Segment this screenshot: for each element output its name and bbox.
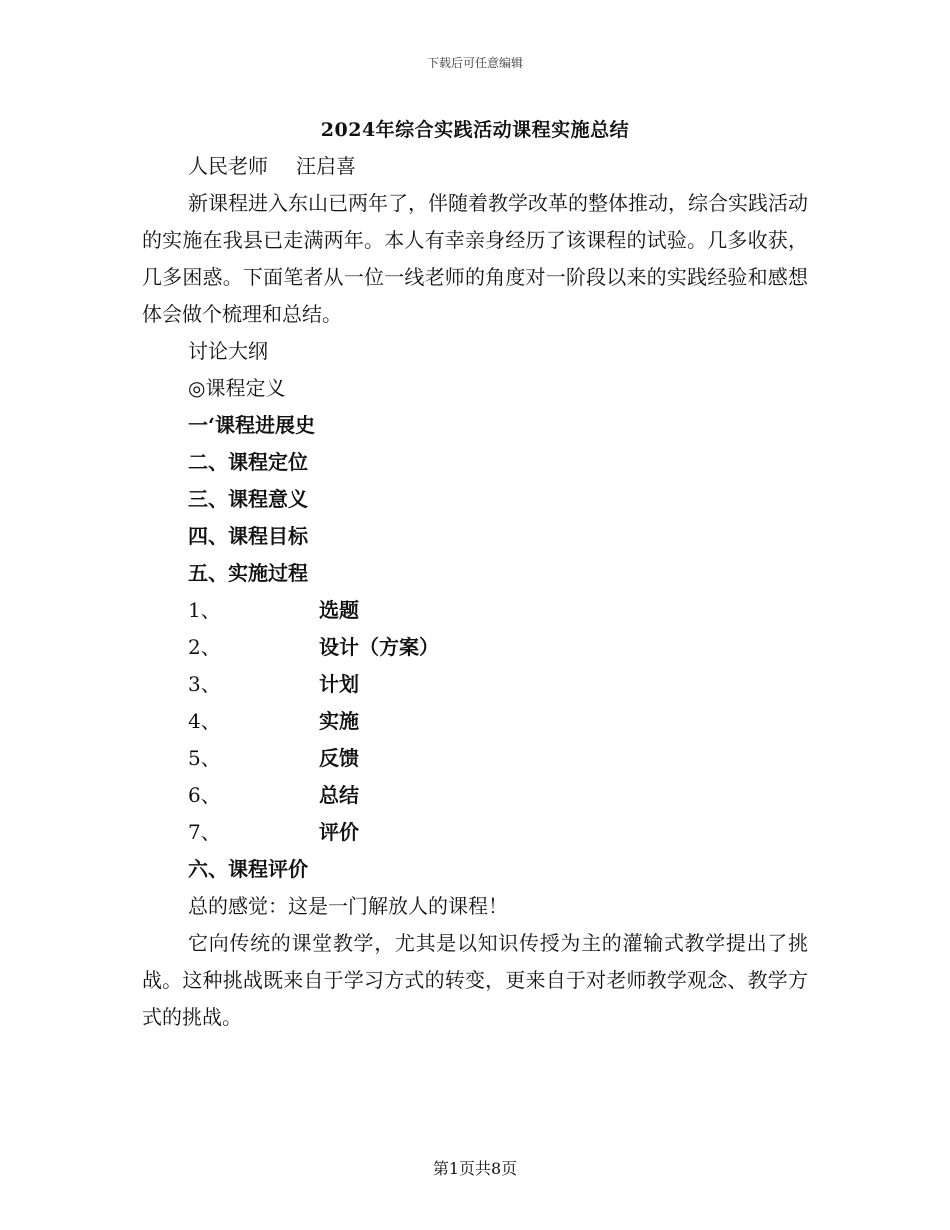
page-footer: 第1页共8页 [432, 1159, 518, 1178]
step-label: 反馈 [319, 746, 359, 770]
step-label: 计划 [319, 672, 359, 696]
step-item-7 [142, 814, 808, 851]
step-label: 评价 [319, 820, 359, 844]
intro-paragraph: 新课程进入东山已两年了，伴随着教学改革的整体推动，综合实践活动的实施在我县已走满两年。本人有幸亲身经历了该课程的试验。几多收获，几多困惑。下面笔者从一位一线老师的角度对一阶段以来的实践经验和感想体会做个梳理和总结。 [142, 191, 808, 326]
course-definition: ◎课程定义 [188, 376, 286, 400]
author-role: 人民老师 [188, 154, 268, 178]
section-heading-2: 二、课程定位 [188, 450, 308, 474]
author-name: 汪启喜 [296, 154, 356, 178]
section-heading-3: 三、课程意义 [188, 487, 308, 511]
step-label: 实施 [319, 709, 359, 733]
closing-paragraph: 它向传统的课堂教学，尤其是以知识传授为主的灌输式教学提出了挑战。这种挑战既来自于学习方式的转变，更来自于对老师教学观念、教学方式的挑战。 [142, 931, 808, 1029]
step-number: 7、 [188, 820, 221, 844]
step-label: 总结 [319, 783, 359, 807]
step-item-4 [142, 703, 808, 740]
step-number: 5、 [188, 746, 221, 770]
step-label: 选题 [319, 598, 359, 622]
document-title: 2024年综合实践活动课程实施总结 [320, 119, 630, 141]
overall-feeling: 总的感觉：这是一门解放人的课程！ [188, 894, 508, 918]
step-number: 4、 [188, 709, 221, 733]
outline-heading: 讨论大纲 [188, 339, 268, 363]
step-item-5 [142, 740, 808, 777]
step-number: 1、 [188, 598, 221, 622]
section-heading-4: 四、课程目标 [188, 524, 308, 548]
section-heading-1: 一‘课程进展史 [188, 413, 315, 437]
step-item-1 [142, 592, 808, 629]
document-body [142, 148, 808, 1036]
step-item-6 [142, 777, 808, 814]
section-heading-6: 六、课程评价 [188, 857, 308, 881]
step-number: 3、 [188, 672, 221, 696]
header-note: 下载后可任意编辑 [426, 56, 523, 70]
step-item-2 [142, 629, 808, 666]
section-heading-5: 五、实施过程 [188, 561, 308, 585]
step-label: 设计（方案） [319, 635, 439, 659]
step-item-3 [142, 666, 808, 703]
step-number: 2、 [188, 635, 221, 659]
author-line [142, 148, 808, 185]
step-number: 6、 [188, 783, 221, 807]
